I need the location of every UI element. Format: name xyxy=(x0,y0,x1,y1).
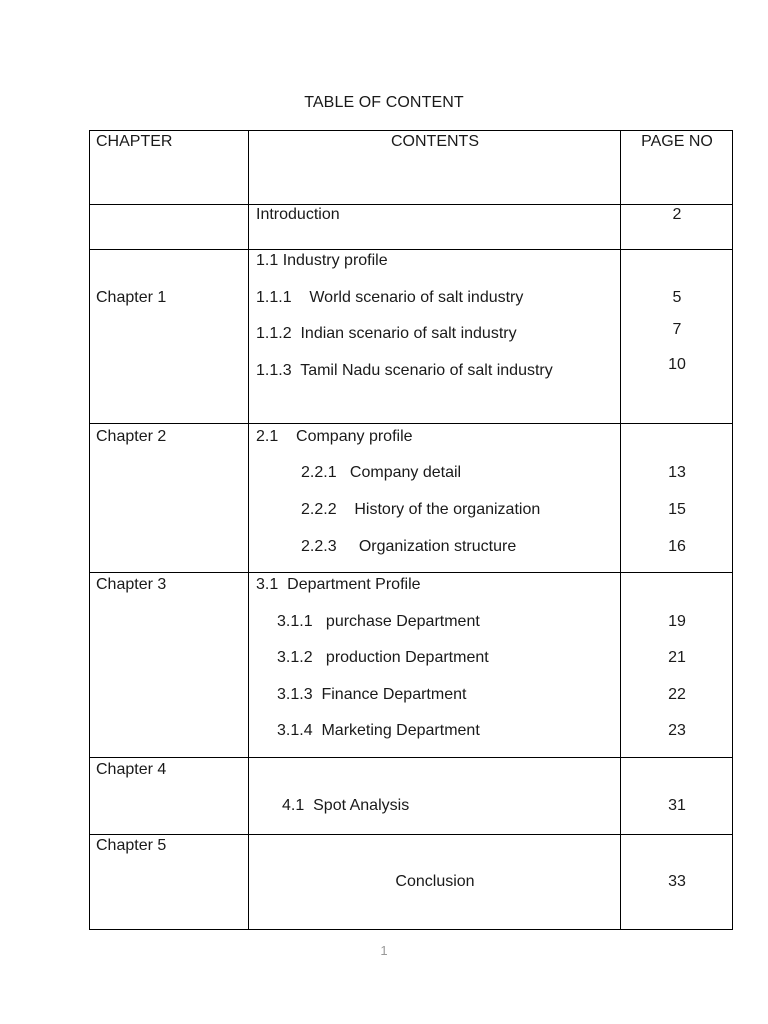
chapter-5-item-page: 33 xyxy=(668,873,686,890)
chapter-3-label: Chapter 3 xyxy=(96,576,167,593)
row-divider xyxy=(90,834,732,835)
chapter-1-item: 1.1.3 Tamil Nadu scenario of salt industry xyxy=(256,362,553,379)
chapter-1-item-page: 5 xyxy=(672,289,682,306)
header-chapter: CHAPTER xyxy=(96,133,173,150)
chapter-3-item: 3.1.4 Marketing Department xyxy=(277,722,480,739)
chapter-2-item: 2.2.3 Organization structure xyxy=(301,538,517,555)
chapter-2-label: Chapter 2 xyxy=(96,428,167,445)
chapter-2-item-page: 15 xyxy=(668,501,686,518)
chapter-1-item-page: 7 xyxy=(672,321,682,338)
chapter-3-item: 3.1.3 Finance Department xyxy=(277,686,467,703)
chapter-4-item: 4.1 Spot Analysis xyxy=(282,797,410,814)
chapter-2-item: 2.2.2 History of the organization xyxy=(301,501,541,518)
intro-content: Introduction xyxy=(256,206,340,223)
chapter-2-item: 2.1 Company profile xyxy=(256,428,413,445)
header-page-no: PAGE NO xyxy=(641,133,713,150)
chapter-1-label: Chapter 1 xyxy=(96,289,167,306)
chapter-3-item-page: 19 xyxy=(668,613,686,630)
intro-page: 2 xyxy=(672,206,682,223)
chapter-5-label: Chapter 5 xyxy=(96,837,167,854)
chapter-3-item: 3.1 Department Profile xyxy=(256,576,421,593)
chapter-2-item-page: 16 xyxy=(668,538,686,555)
document-title: TABLE OF CONTENT xyxy=(304,94,464,111)
row-divider xyxy=(90,423,732,424)
chapter-4-label: Chapter 4 xyxy=(96,761,167,778)
chapter-4-item-page: 31 xyxy=(668,797,686,814)
row-divider xyxy=(90,757,732,758)
column-divider-1 xyxy=(248,131,249,929)
chapter-2-item-page: 13 xyxy=(668,464,686,481)
chapter-5-item: Conclusion xyxy=(395,873,475,890)
chapter-2-item: 2.2.1 Company detail xyxy=(301,464,462,481)
page-number: 1 xyxy=(380,943,388,958)
toc-table xyxy=(89,130,733,930)
chapter-1-item-page: 10 xyxy=(668,356,686,373)
chapter-3-item-page: 21 xyxy=(668,649,686,666)
chapter-1-item: 1.1.1 World scenario of salt industry xyxy=(256,289,524,306)
chapter-3-item: 3.1.2 production Department xyxy=(277,649,489,666)
chapter-3-item-page: 23 xyxy=(668,722,686,739)
chapter-1-item: 1.1.2 Indian scenario of salt industry xyxy=(256,325,517,342)
row-divider xyxy=(90,572,732,573)
row-divider xyxy=(90,249,732,250)
chapter-1-item: 1.1 Industry profile xyxy=(256,252,388,269)
chapter-3-item: 3.1.1 purchase Department xyxy=(277,613,480,630)
chapter-3-item-page: 22 xyxy=(668,686,686,703)
header-contents: CONTENTS xyxy=(391,133,479,150)
